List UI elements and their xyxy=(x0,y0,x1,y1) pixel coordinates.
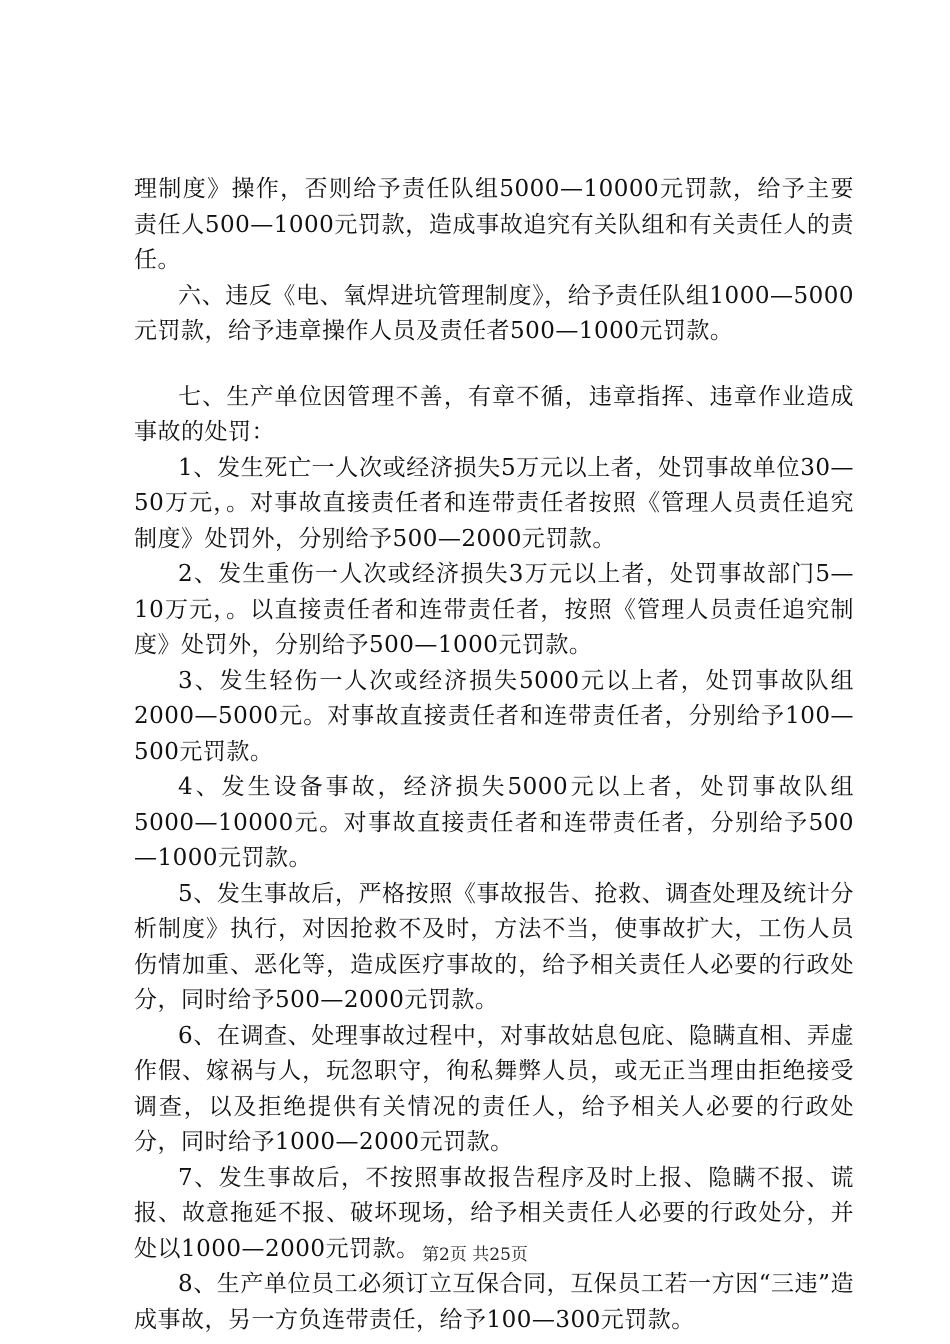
paragraph-subitem-7: 7、发生事故后，不按照事故报告程序及时上报、隐瞒不报、谎报、故意拖延不报、破坏现场，给予相关责任人必要的行政处分，并处以1000—2000元罚款。 xyxy=(134,1164,854,1262)
page-footer xyxy=(0,1244,950,1266)
paragraph-item-6: 六、违反《电、氧焊进坑管理制度》，给予责任队组1000—5000元罚款，给予违章操作人员及责任者500—1000元罚款。 xyxy=(134,282,854,344)
paragraph-subitem-4: 4、发生设备事故，经济损失5000元以上者，处罚事故队组5000—10000元。对事故直接责任者和连带责任者，分别给予500—1000元罚款。 xyxy=(134,774,854,871)
document-body xyxy=(134,172,854,1338)
paragraph-subitem-3: 3、发生轻伤一人次或经济损失5000元以上者，处罚事故队组2000—5000元。对事故直接责任者和连带责任者，分别给予100—500元罚款。 xyxy=(134,667,854,765)
paragraph-subitem-6: 6、在调查、处理事故过程中，对事故姑息包庇、隐瞒直相、弄虚作假、嫁祸与人，玩忽职守，徇私舞弊人员，或无正当理由拒绝接受调查，以及拒绝提供有关情况的责任人，给予相关人必要的行政处分，同时给予1000—2000元罚款。 xyxy=(134,1022,854,1155)
paragraph-subitem-2: 2、发生重伤一人次或经济损失3万元以上者，处罚事故部门5—10万元，。以直接责任者和连带责任者，按照《管理人员责任追究制度》处罚外，分别给予500—1000元罚款。 xyxy=(134,561,854,658)
page-number-label: 第2页 共25页 xyxy=(422,1245,528,1265)
paragraph-item-7-heading: 七、生产单位因管理不善，有章不循，违章指挥、违章作业造成事故的处罚： xyxy=(134,383,854,445)
paragraph-continued: 理制度》操作，否则给予责任队组5000—10000元罚款，给予主要责任人500—1000元罚款，造成事故追究有关队组和有关责任人的责任。 xyxy=(134,176,854,273)
paragraph-subitem-1: 1、发生死亡一人次或经济损失5万元以上者，处罚事故单位30—50万元，。对事故直接责任者和连带责任者按照《管理人员责任追究制度》处罚外，分别给予500—2000元罚款。 xyxy=(134,454,854,552)
paragraph-subitem-5: 5、发生事故后，严格按照《事故报告、抢救、调查处理及统计分析制度》执行，对因抢救不及时，方法不当，使事故扩大，工伤人员伤情加重、恶化等，造成医疗事故的，给予相关责任人必要的行政处分，同时给予500—2000元罚款。 xyxy=(134,880,854,1013)
paragraph-subitem-8: 8、生产单位员工必须订立互保合同，互保员工若一方因“三违”造成事故，另一方负连带责任，给予100—300元罚款。 xyxy=(134,1271,854,1333)
